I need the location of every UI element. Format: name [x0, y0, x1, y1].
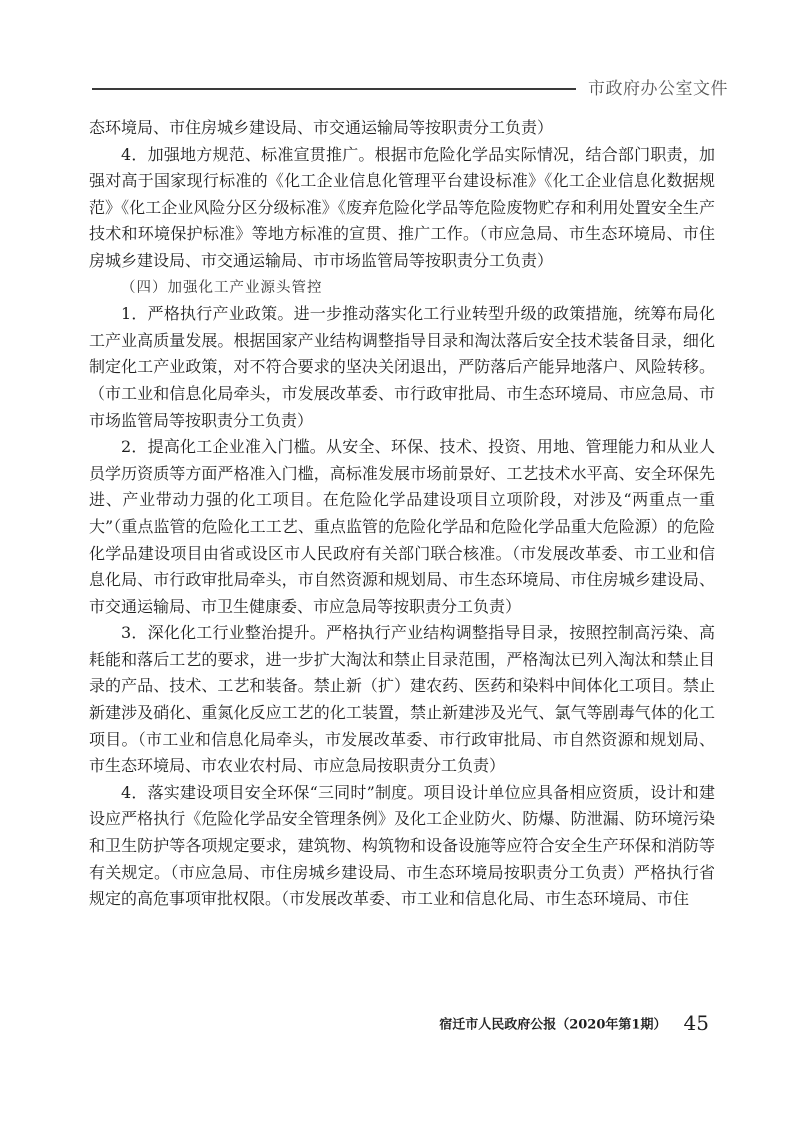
- header-title: 市政府办公室文件: [588, 79, 728, 99]
- paragraph: 4．落实建设项目安全环保“三同时”制度。项目设计单位应具备相应资质，设计和建设应严格执行《危险化学品安全管理条例》及化工企业防火、防爆、防泄漏、防环境污染和卫生防护等各项规定要求，建筑物、构筑物和设备设施等应符合安全生产环保和消防等有关规定。（市应急局、市住房城乡建设局、市生态环境局按职责分工负责）严格执行省规定的高危事项审批权限。（市发展改革委、市工业和信息化局、市生态环境局、市住: [89, 782, 715, 909]
- page-number: 45: [683, 1011, 709, 1035]
- header-rule: [92, 88, 576, 90]
- section-heading: （四）加强化工产业源头管控: [121, 279, 323, 296]
- paragraph: 1．严格执行产业政策。进一步推动落实化工行业转型升级的政策措施，统筹布局化工产业高质量发展。根据国家产业结构调整指导目录和淘汰落后安全技术装备目录，细化制定化工产业政策，对不符合要求的坚决关闭退出，严防落后产能异地落户、风险转移。（市工业和信息化局牵头，市发展改革委、市行政审批局、市生态环境局、市应急局、市市场监管局等按职责分工负责）: [89, 304, 715, 430]
- paragraph: 态环境局、市住房城乡建设局、市交通运输局等按职责分工负责）: [89, 118, 554, 137]
- paragraph: 3．深化化工行业整治提升。严格执行产业结构调整指导目录，按照控制高污染、高耗能和落后工艺的要求，进一步扩大淘汰和禁止目录范围，严格淘汰已列入淘汰和禁止目录的产品、技术、工艺和装备。禁止新（扩）建农药、医药和染料中间体化工项目。禁止新建涉及硝化、重氮化反应工艺的化工装置，禁止新建涉及光气、氯气等剧毒气体的化工项目。（市工业和信息化局牵头，市发展改革委、市行政审批局、市自然资源和规划局、市生态环境局、市农业农村局、市应急局按职责分工负责）: [89, 623, 715, 776]
- paragraph: 2．提高化工企业准入门槛。从安全、环保、技术、投资、用地、管理能力和从业人员学历资质等方面严格准入门槛，高标准发展市场前景好、工艺技术水平高、安全环保先进、产业带动力强的化工项目。在危险化学品建设项目立项阶段，对涉及“两重点一重大”（重点监管的危险化工工艺、重点监管的危险化学品和危险化学品重大危险源）的危险化学品建设项目由省或设区市人民政府有关部门联合核准。（市发展改革委、市工业和信息化局、市行政审批局牵头，市自然资源和规划局、市生态环境局、市住房城乡建设局、市交通运输局、市卫生健康委、市应急局等按职责分工负责）: [89, 437, 715, 616]
- publication-title: 宿迁市人民政府公报（2020年第1期）: [439, 1017, 667, 1033]
- document-body: [89, 115, 715, 913]
- paragraph: 4．加强地方规范、标准宣贯推广。根据市危险化学品实际情况，结合部门职责，加强对高于国家现行标准的《化工企业信息化管理平台建设标准》《化工企业信息化数据规范》《化工企业风险分区分级标准》《废弃危险化学品等危险废物贮存和利用处置安全生产技术和环境保护标准》等地方标准的宣贯、推广工作。（市应急局、市生态环境局、市住房城乡建设局、市交通运输局、市市场监管局等按职责分工负责）: [89, 144, 715, 270]
- page-footer: [439, 1011, 709, 1035]
